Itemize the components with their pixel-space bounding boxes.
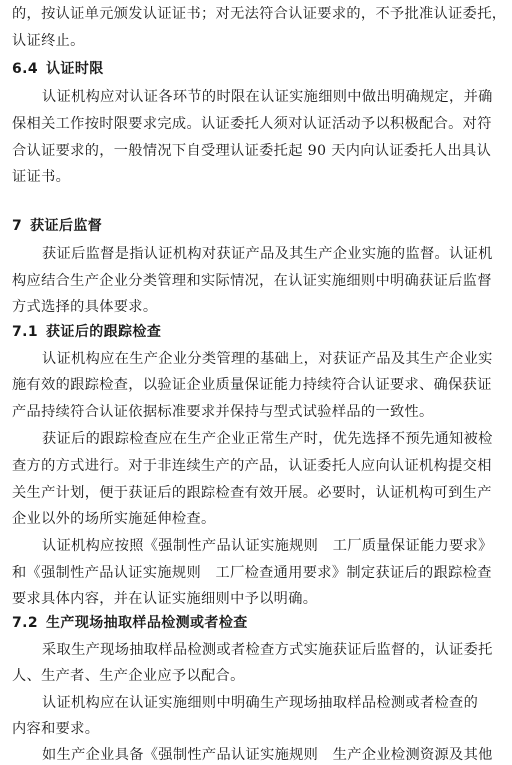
- section-number: 6.4: [12, 61, 39, 77]
- paragraph-line: 认证机构应对认证各环节的时限在认证实施细则中做出明确规定，并确: [42, 89, 493, 105]
- paragraph-line: 要求具体内容，并在认证实施细则中予以明确。: [12, 591, 318, 607]
- paragraph-line: 获证后监督是指认证机构对获证产品及其生产企业实施的监督。认证机: [42, 246, 493, 262]
- text-line: 的，按认证单元颁发认证证书；对无法符合认证要求的，不予批准认证委托，: [12, 6, 507, 22]
- section-title: 认证时限: [46, 61, 104, 77]
- section-heading-7: [12, 216, 102, 236]
- paragraph-line: 人、生产者、生产企业应予以配合。: [12, 668, 245, 684]
- section-heading-7-1: [12, 322, 161, 342]
- paragraph-line: 施有效的跟踪检查，以验证企业质量保证能力持续符合认证要求、确保获证: [12, 377, 492, 393]
- section-number: 7.1: [12, 324, 39, 340]
- paragraph-line: 认证机构应在认证实施细则中明确生产现场抽取样品检测或者检查的: [42, 695, 479, 711]
- section-heading-6-4: [12, 59, 104, 79]
- text-line: 认证终止。: [12, 33, 85, 49]
- section-number: 7.2: [12, 615, 39, 631]
- section-number: 7: [12, 218, 23, 234]
- section-title: 生产现场抽取样品检测或者检查: [46, 615, 248, 631]
- paragraph-line: 获证后的跟踪检查应在生产企业正常生产时，优先选择不预先通知被检: [42, 431, 493, 447]
- paragraph-line: 查方的方式进行。对于非连续生产的产品，认证委托人应向认证机构提交相: [12, 458, 492, 474]
- paragraph-line: 合认证要求的，一般情况下自受理认证委托起 90 天内向认证委托人出具认: [12, 143, 492, 159]
- section-title: 获证后的跟踪检查: [46, 324, 162, 340]
- paragraph-line: 和《强制性产品认证实施规则 工厂检查通用要求》制定获证后的跟踪检查: [12, 565, 492, 581]
- paragraph-line: 采取生产现场抽取样品检测或者检查方式实施获证后监督的，认证委托: [42, 642, 493, 658]
- section-heading-7-2: [12, 613, 248, 633]
- paragraph-line: 构应结合生产企业分类管理和实际情况，在认证实施细则中明确获证后监督: [12, 273, 492, 289]
- paragraph-line: 如生产企业具备《强制性产品认证实施规则 生产企业检测资源及其他: [42, 747, 493, 763]
- paragraph-line: 保相关工作按时限要求完成。认证委托人须对认证活动予以积极配合。对符: [12, 116, 492, 132]
- paragraph-line: 关生产计划，便于获证后的跟踪检查有效开展。必要时，认证机构可到生产: [12, 485, 492, 501]
- paragraph-line: 认证机构应按照《强制性产品认证实施规则 工厂质量保证能力要求》: [42, 538, 493, 554]
- paragraph-line: 方式选择的具体要求。: [12, 299, 158, 315]
- paragraph-line: 内容和要求。: [12, 721, 100, 737]
- paragraph-line: 企业以外的场所实施延伸检查。: [12, 511, 216, 527]
- section-title: 获证后监督: [30, 218, 103, 234]
- paragraph-line: 认证机构应在生产企业分类管理的基础上，对获证产品及其生产企业实: [42, 351, 493, 367]
- paragraph-line: 产品持续符合认证依据标准要求并保持与型式试验样品的一致性。: [12, 404, 434, 420]
- paragraph-line: 证证书。: [12, 169, 71, 185]
